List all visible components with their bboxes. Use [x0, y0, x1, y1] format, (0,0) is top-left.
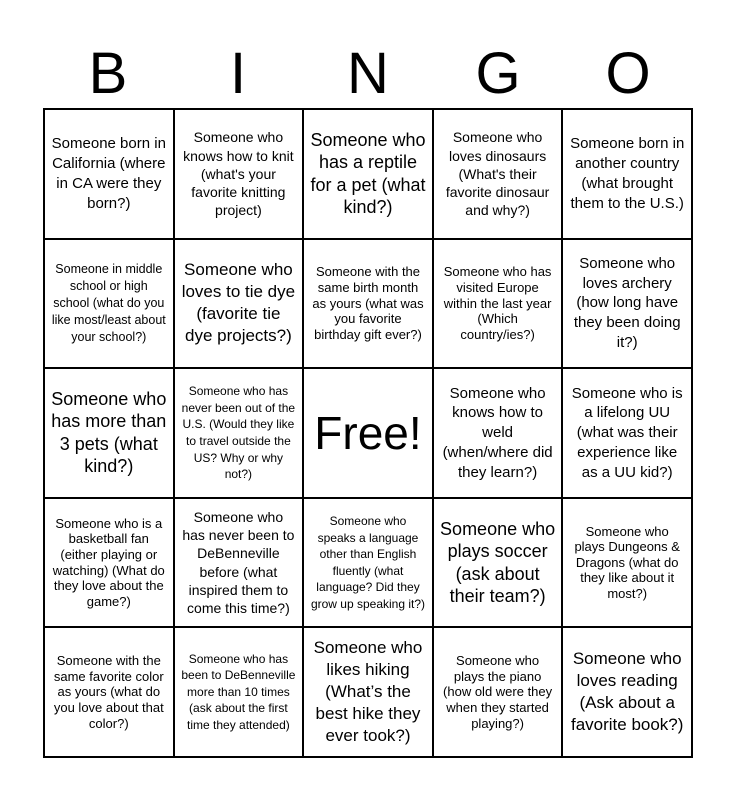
bingo-cell-b2[interactable] — [45, 240, 175, 370]
bingo-cell-g3[interactable] — [434, 369, 564, 499]
bingo-cell-i2[interactable] — [175, 240, 305, 370]
bingo-board — [43, 108, 693, 758]
bingo-cell-o5[interactable] — [563, 628, 693, 758]
bingo-cell-g4[interactable] — [434, 499, 564, 629]
bingo-cell-i5[interactable] — [175, 628, 305, 758]
cell-text: Someone who is a basketball fan (either playing or watching) (What do they love about the game?) — [52, 515, 165, 609]
bingo-cell-o2[interactable] — [563, 240, 693, 370]
bingo-cell-g2[interactable] — [434, 240, 564, 370]
header-letter-i: I — [229, 41, 247, 106]
cell-text: Someone who knows how to weld (when/where did they learn?) — [442, 384, 553, 481]
cell-text: Someone who likes hiking (What’s the best hike they ever took?) — [313, 637, 423, 746]
cell-text: Someone who has visited Europe within the last year (Which country/ies?) — [443, 264, 552, 342]
bingo-cell-i1[interactable] — [175, 110, 305, 240]
cell-text: Someone who has been to DeBenneville more than 10 times (ask about the first time they attended) — [181, 651, 296, 733]
cell-text: Someone born in California (where in CA were they born?) — [51, 135, 166, 212]
free-space: Free! — [314, 406, 422, 459]
bingo-cell-o4[interactable] — [563, 499, 693, 629]
cell-text: Someone who loves reading (Ask about a favorite book?) — [570, 649, 684, 735]
bingo-cell-n4[interactable] — [304, 499, 434, 629]
cell-text: Someone who loves dinosaurs (What's their favorite dinosaur and why?) — [445, 129, 550, 219]
bingo-cell-b5[interactable] — [45, 628, 175, 758]
bingo-cell-n3[interactable] — [304, 369, 434, 499]
cell-text: Someone who has a reptile for a pet (what kind?) — [310, 129, 426, 218]
bingo-cell-b3[interactable] — [45, 369, 175, 499]
cell-text: Someone who has never been out of the U.S. (Would they like to travel outside the US? Why or why not?) — [181, 384, 296, 482]
cell-text: Someone who has more than 3 pets (what kind?) — [51, 388, 167, 477]
header-letter-n: N — [347, 41, 389, 106]
cell-text: Someone who plays the piano (how old were they when they started playing?) — [443, 653, 553, 731]
bingo-cell-g5[interactable] — [434, 628, 564, 758]
bingo-cell-b4[interactable] — [45, 499, 175, 629]
cell-text: Someone born in another country (what brought them to the U.S.) — [570, 135, 685, 212]
header-letter-g: G — [475, 41, 521, 106]
bingo-cell-o1[interactable] — [563, 110, 693, 240]
cell-text: Someone in middle school or high school (what do you like most/least about your school?) — [51, 262, 166, 344]
cell-text: Someone who plays soccer (ask about their team?) — [440, 518, 556, 607]
bingo-cell-i3[interactable] — [175, 369, 305, 499]
bingo-cell-b1[interactable] — [45, 110, 175, 240]
cell-text: Someone who is a lifelong UU (what was their experience like as a UU kid?) — [571, 384, 683, 481]
cell-text: Someone who loves archery (how long have they been doing it?) — [573, 254, 681, 352]
bingo-cell-o3[interactable] — [563, 369, 693, 499]
cell-text: Someone who plays Dungeons & Dragons (what do they like about it most?) — [574, 523, 680, 601]
bingo-cell-n1[interactable] — [304, 110, 434, 240]
bingo-cell-i4[interactable] — [175, 499, 305, 629]
cell-text: Someone who loves to tie dye (favorite tie dye projects?) — [181, 260, 296, 346]
bingo-cell-g1[interactable] — [434, 110, 564, 240]
header-letter-b: B — [88, 41, 128, 106]
cell-text: Someone with the same birth month as yours (what was you favorite birthday gift ever?) — [312, 264, 424, 342]
cell-text: Someone who knows how to knit (what's your favorite knitting project) — [183, 129, 294, 219]
cell-text: Someone who has never been to DeBenneville before (what inspired them to come this time?) — [182, 509, 295, 616]
cell-text: Someone with the same favorite color as yours (what do you love about that color?) — [53, 653, 164, 731]
header-letter-o: O — [605, 41, 651, 106]
bingo-cell-n2[interactable] — [304, 240, 434, 370]
bingo-cell-n5[interactable] — [304, 628, 434, 758]
bingo-header — [43, 40, 693, 108]
cell-text: Someone who speaks a language other than English fluently (what language? Did they grow up speaking it?) — [310, 513, 426, 611]
